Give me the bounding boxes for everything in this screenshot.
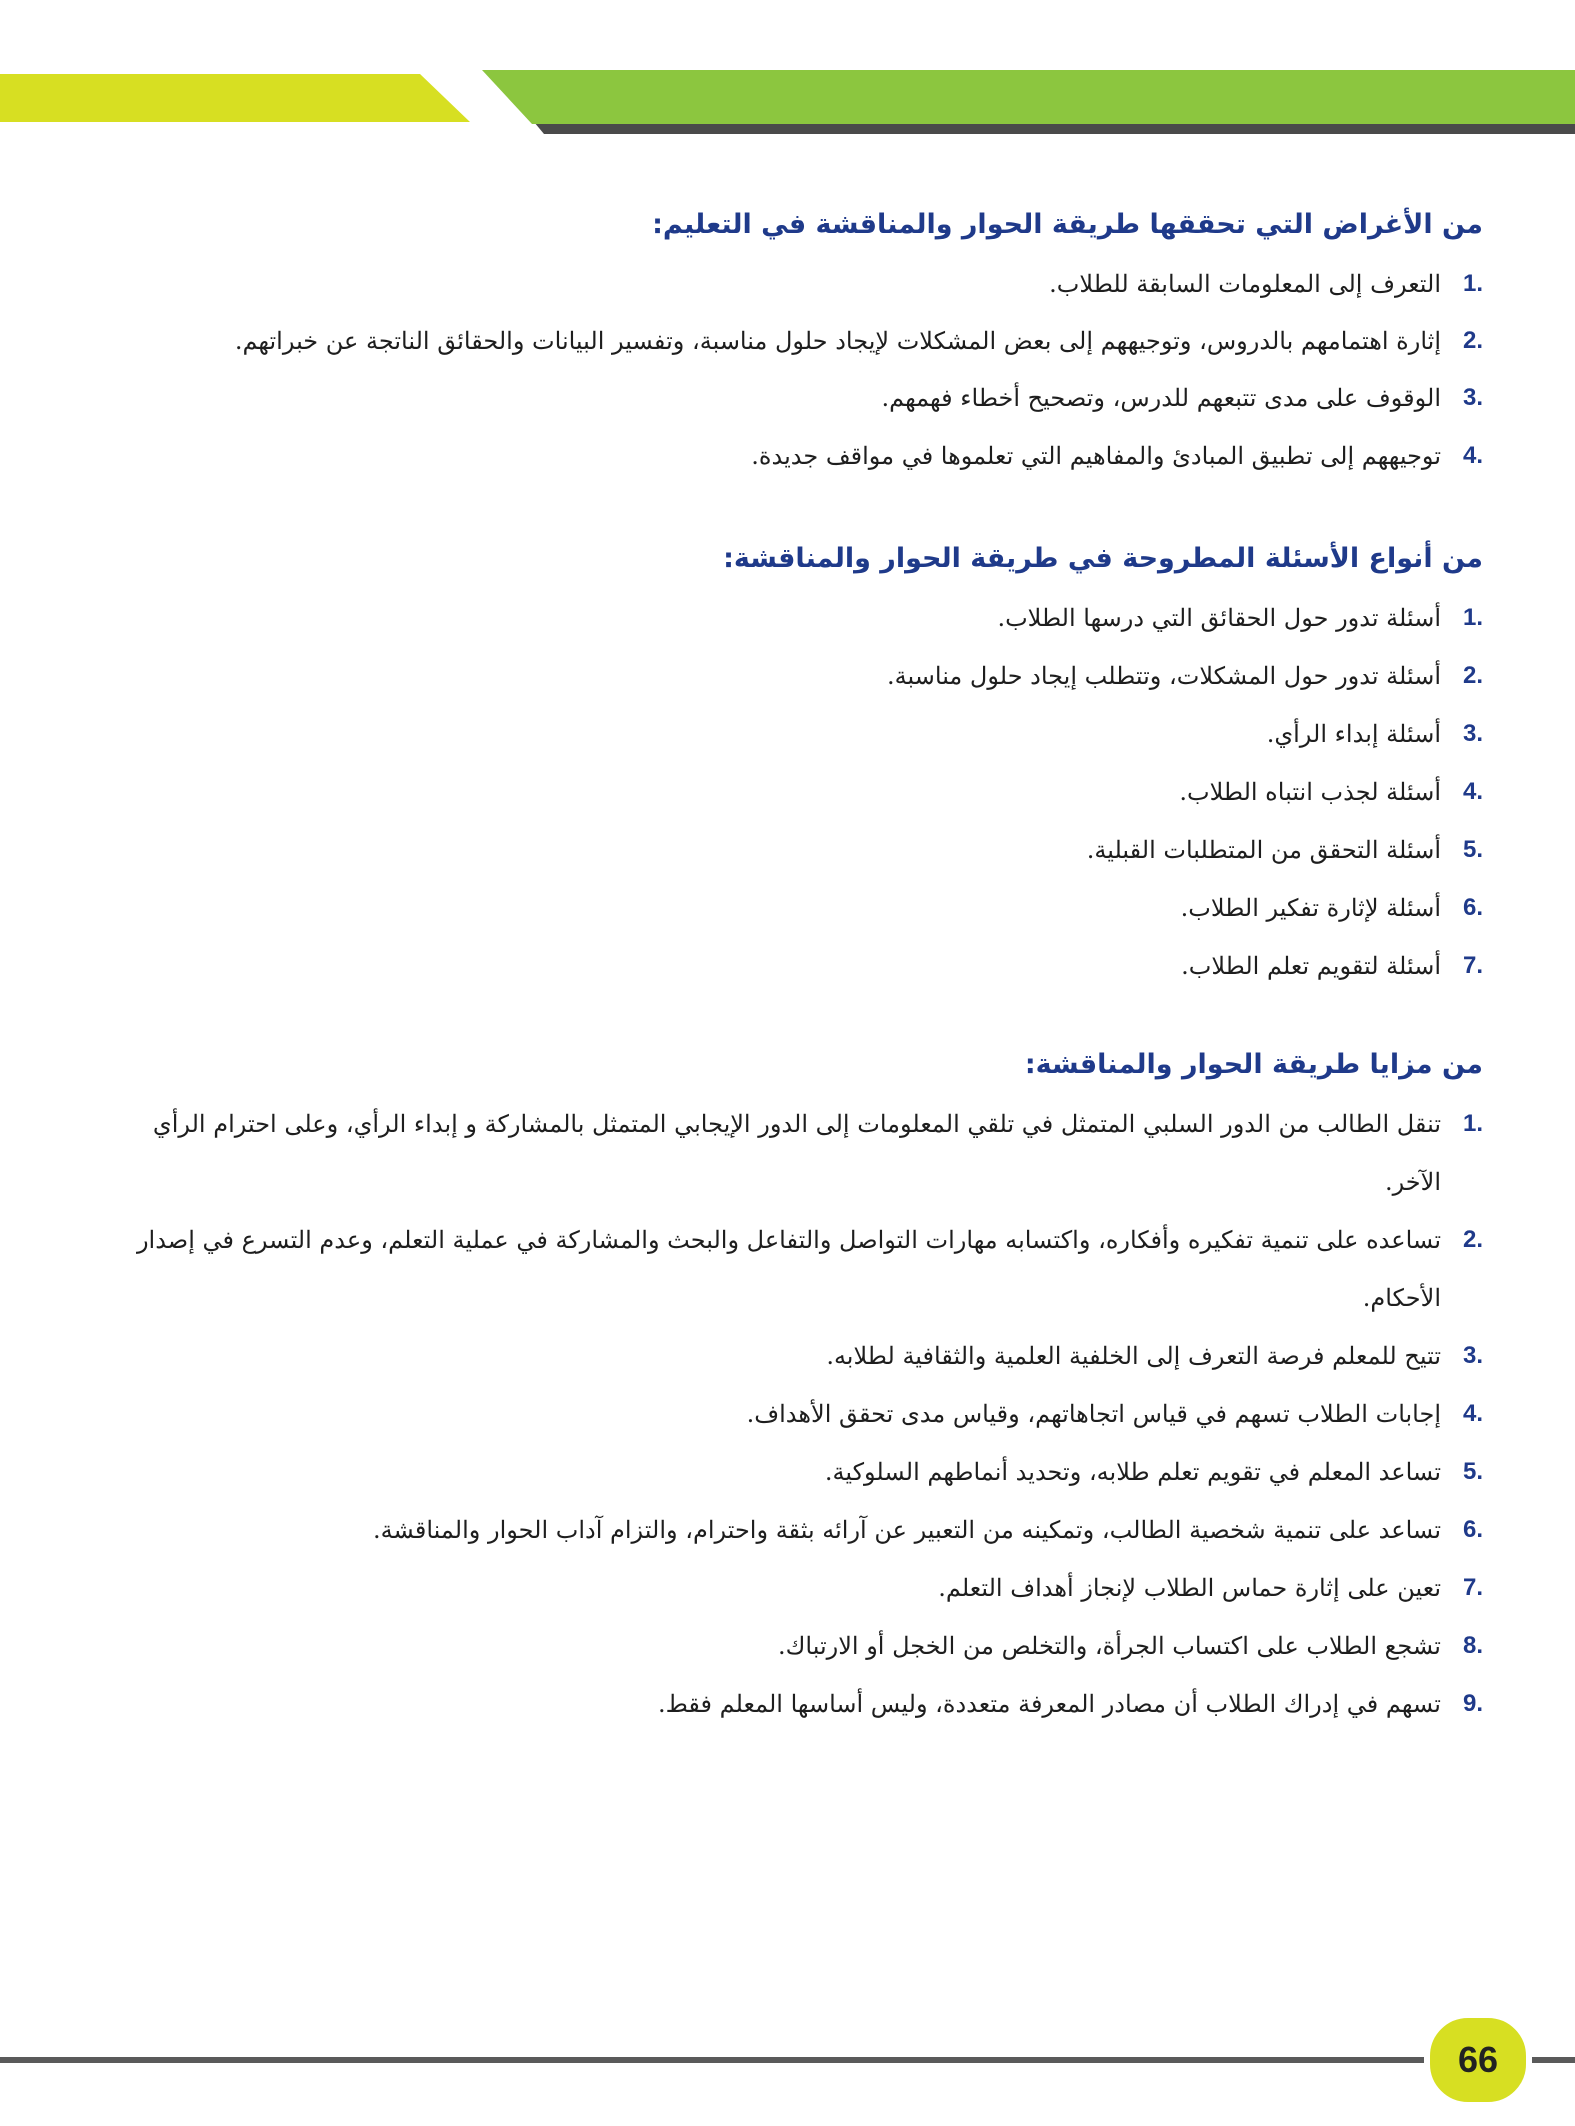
- item-number: 1.: [1462, 604, 1483, 631]
- item-number: 7.: [1462, 1574, 1483, 1601]
- list-item: [112, 1211, 1483, 1327]
- banner-green-stripe: [482, 70, 1575, 124]
- item-text: توجيههم إلى تطبيق المبادئ والمفاهيم التي تعلموها في مواقف جديدة.: [751, 442, 1441, 470]
- item-text: أسئلة لإثارة تفكير الطلاب.: [1180, 894, 1441, 922]
- header-banner: [0, 60, 1575, 140]
- list-item: [112, 313, 1483, 369]
- list-item: [112, 1095, 1483, 1211]
- item-number: 7.: [1462, 952, 1483, 979]
- section-title: من أنواع الأسئلة المطروحة في طريقة الحوار والمناقشة:: [723, 543, 1483, 574]
- list-item: [112, 255, 1483, 313]
- list-item: [112, 1559, 1483, 1617]
- item-number: 1.: [1462, 1110, 1483, 1137]
- item-number: 6.: [1462, 894, 1483, 921]
- list-item: [112, 427, 1483, 485]
- item-text: أسئلة التحقق من المتطلبات القبلية.: [1086, 836, 1441, 864]
- item-number: 3.: [1462, 1342, 1483, 1369]
- item-number: 1.: [1462, 270, 1483, 297]
- item-number: 3.: [1462, 384, 1483, 411]
- item-text: تسهم في إدراك الطلاب أن مصادر المعرفة متعددة، وليس أساسها المعلم فقط.: [657, 1690, 1441, 1718]
- item-number: 3.: [1462, 720, 1483, 747]
- section-title: من الأغراض التي تحققها طريقة الحوار والمناقشة في التعليم:: [652, 209, 1483, 240]
- item-number: 4.: [1462, 778, 1483, 805]
- item-text: أسئلة إبداء الرأي.: [1266, 720, 1441, 748]
- item-text: تساعد المعلم في تقويم تعلم طلابه، وتحديد أنماطهم السلوكية.: [824, 1458, 1441, 1486]
- banner-lime-stripe: [0, 74, 470, 122]
- list-item: [112, 1675, 1483, 1733]
- item-number: 2.: [1462, 327, 1483, 354]
- list-item: [112, 879, 1483, 937]
- list-item: [112, 1617, 1483, 1675]
- item-text: تعين على إثارة حماس الطلاب لإنجاز أهداف التعلم.: [938, 1574, 1441, 1602]
- section-advantages: [112, 1045, 1483, 1733]
- item-text: الوقوف على مدى تتبعهم للدرس، وتصحيح أخطاء فهمهم.: [881, 384, 1441, 412]
- item-text: إثارة اهتمامهم بالدروس، وتوجيههم إلى بعض المشكلات لإيجاد حلول مناسبة، وتفسير البيانات والحقائق الناتجة عن خبراتهم.: [234, 327, 1441, 355]
- item-text: تنقل الطالب من الدور السلبي المتمثل في تلقي المعلومات إلى الدور الإيجابي المتمثل بالمشاركة و إبداء الرأي، وعلى احترام الرأي الآخر.: [152, 1110, 1441, 1196]
- item-text: تساعده على تنمية تفكيره وأفكاره، واكتسابه مهارات التواصل والتفاعل والبحث والمشاركة في عملية التعلم، وعدم التسرع في إصدار الأحكام.: [136, 1226, 1441, 1312]
- item-number: 2.: [1462, 1226, 1483, 1253]
- item-text: التعرف إلى المعلومات السابقة للطلاب.: [1049, 270, 1441, 298]
- list-item: [112, 589, 1483, 647]
- list-item: [112, 705, 1483, 763]
- item-text: تشجع الطلاب على اكتساب الجرأة، والتخلص من الخجل أو الارتباك.: [778, 1632, 1441, 1660]
- list-item: [112, 1327, 1483, 1385]
- item-number: 9.: [1462, 1690, 1483, 1717]
- advantages-list: [112, 1095, 1483, 1733]
- item-text: تساعد على تنمية شخصية الطالب، وتمكينه من التعبير عن آرائه بثقة واحترام، والتزام آداب الحوار والمناقشة.: [372, 1516, 1441, 1544]
- list-item: [112, 937, 1483, 995]
- item-text: أسئلة تدور حول المشكلات، وتتطلب إيجاد حلول مناسبة.: [887, 662, 1441, 690]
- section-question-types: [112, 539, 1483, 995]
- list-item: [112, 821, 1483, 879]
- item-text: أسئلة تدور حول الحقائق التي درسها الطلاب.: [997, 604, 1441, 632]
- list-item: [112, 763, 1483, 821]
- page-content: [112, 205, 1483, 1733]
- item-text: إجابات الطلاب تسهم في قياس اتجاهاتهم، وقياس مدى تحقق الأهداف.: [746, 1400, 1441, 1428]
- footer-divider: [0, 2057, 1575, 2063]
- item-text: تتيح للمعلم فرصة التعرف إلى الخلفية العلمية والثقافية لطلابه.: [826, 1342, 1441, 1370]
- list-item: [112, 369, 1483, 427]
- purposes-list: [112, 255, 1483, 485]
- item-text: أسئلة لتقويم تعلم الطلاب.: [1181, 952, 1441, 980]
- section-title: من مزايا طريقة الحوار والمناقشة:: [1024, 1049, 1483, 1080]
- item-number: 4.: [1462, 442, 1483, 469]
- page-number: 66: [1424, 2012, 1532, 2108]
- item-text: أسئلة لجذب انتباه الطلاب.: [1179, 778, 1441, 806]
- item-number: 5.: [1462, 1458, 1483, 1485]
- question-types-list: [112, 589, 1483, 995]
- item-number: 5.: [1462, 836, 1483, 863]
- list-item: [112, 1385, 1483, 1443]
- item-number: 8.: [1462, 1632, 1483, 1659]
- list-item: [112, 647, 1483, 705]
- section-purposes: [112, 205, 1483, 485]
- item-number: 4.: [1462, 1400, 1483, 1427]
- list-item: [112, 1443, 1483, 1501]
- item-number: 2.: [1462, 662, 1483, 689]
- item-number: 6.: [1462, 1516, 1483, 1543]
- list-item: [112, 1501, 1483, 1559]
